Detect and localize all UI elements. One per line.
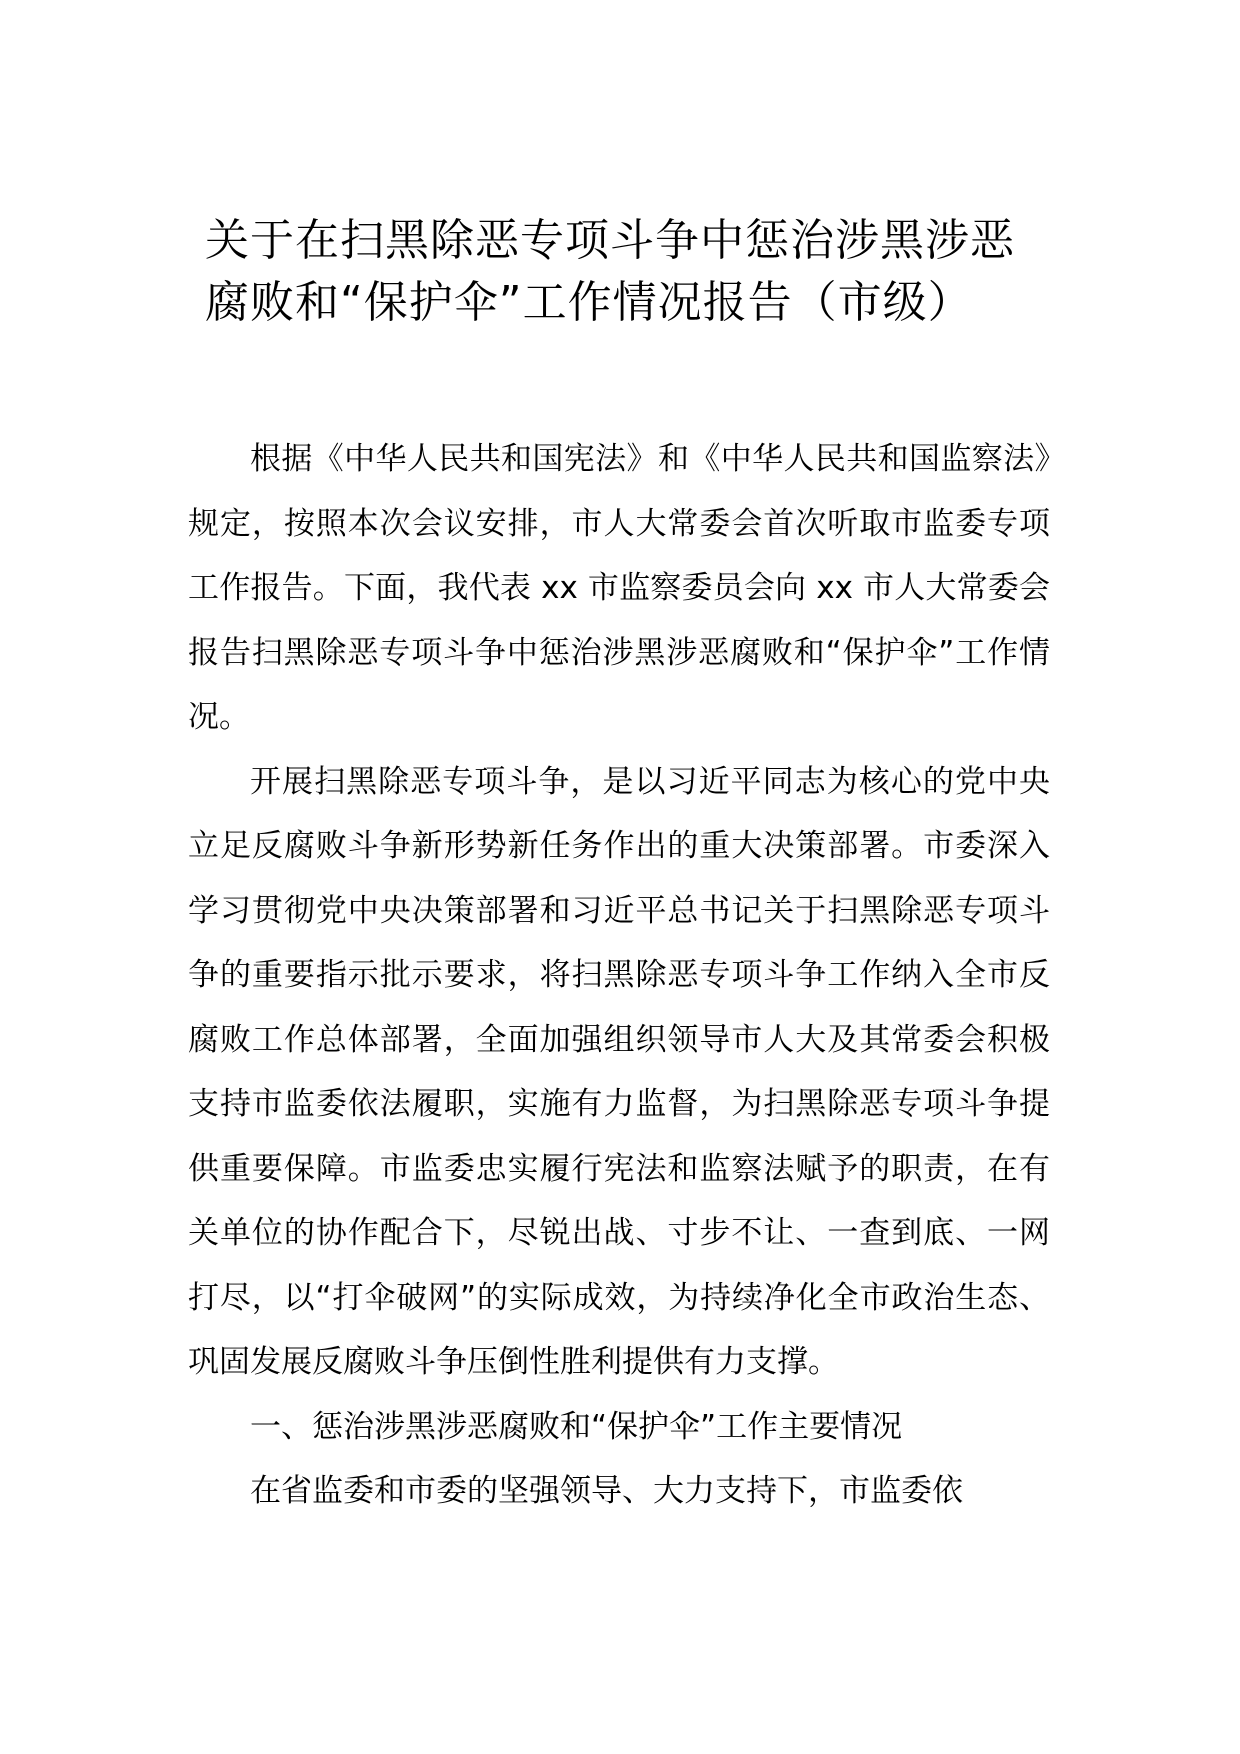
document-body: [188, 427, 1050, 1524]
document-title: [205, 210, 1065, 334]
paragraph-2: 开展扫黑除恶专项斗争，是以习近平同志为核心的党中央立足反腐败斗争新形势新任务作出的重大决策部署。市委深入学习贯彻党中央决策部署和习近平总书记关于扫黑除恶专项斗争的重要指示批示要求，将扫黑除恶专项斗争工作纳入全市反腐败工作总体部署，全面加强组织领导市人大及其常委会积极支持市监委依法履职，实施有力监督，为扫黑除恶专项斗争提供重要保障。市监委忠实履行宪法和监察法赋予的职责，在有关单位的协作配合下，尽锐出战、寸步不让、一查到底、一网打尽，以“打伞破网”的实际成效，为持续净化全市政治生态、巩固发展反腐败斗争压倒性胜利提供有力支撑。: [188, 763, 1050, 1380]
title-line-2: 腐败和“保护伞”工作情况报告（市级）: [205, 277, 973, 328]
paragraph-3: 在省监委和市委的坚强领导、大力支持下，市监委依: [250, 1473, 963, 1509]
title-line-1: 关于在扫黑除恶专项斗争中惩治涉黑涉恶: [205, 215, 1015, 266]
section-heading: 一、惩治涉黑涉恶腐败和“保护伞”工作主要情况: [250, 1408, 903, 1445]
paragraph-1: 根据《中华人民共和国宪法》和《中华人民共和国监察法》规定，按照本次会议安排，市人大常委会首次听取市监委专项工作报告。下面，我代表 xx 市监察委员会向 xx 市人大常委会报告扫黑除恶专项斗争中惩治涉黑涉恶腐败和“保护伞”工作情况。: [188, 441, 1050, 735]
